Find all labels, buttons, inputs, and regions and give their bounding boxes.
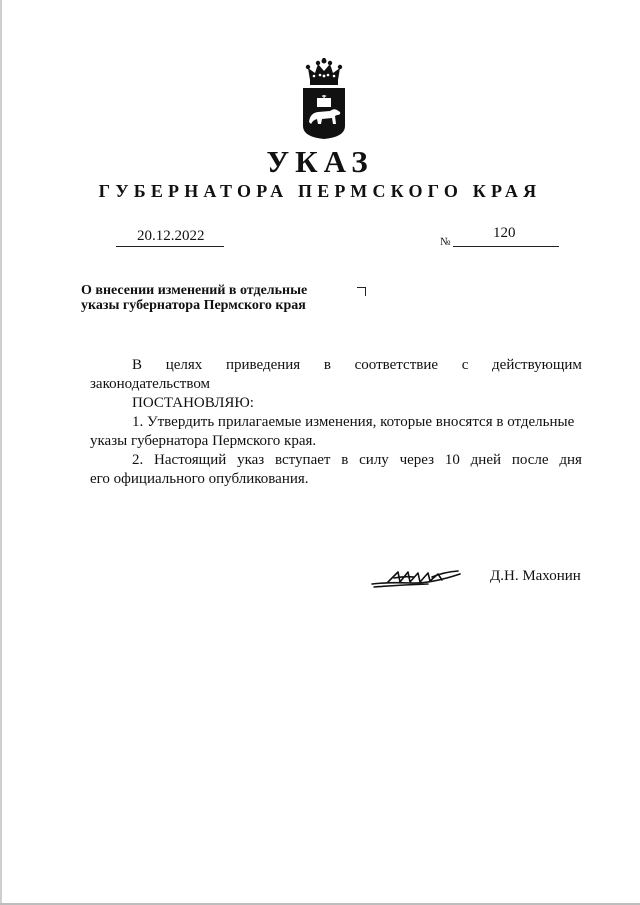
document-date: 20.12.2022: [137, 228, 205, 244]
subject-line-2: указы губернатора Пермского края: [81, 298, 306, 313]
preamble-word: приведения: [225, 357, 301, 373]
signer-name: Д.Н. Махонин: [490, 568, 581, 584]
subject-corner-mark: [357, 287, 366, 296]
preamble-word: в: [323, 357, 331, 373]
item-2-word: Настоящий: [154, 452, 227, 468]
perm-krai-coat-of-arms-icon: [296, 58, 352, 140]
item-2-word: после: [511, 452, 549, 468]
handwritten-signature: [370, 568, 462, 590]
document-subject: [81, 283, 307, 313]
preamble-word: с: [461, 357, 469, 373]
subject-line-1: О внесении изменений в отдельные: [81, 283, 308, 298]
preamble-word: соответствие: [354, 357, 439, 373]
item-2-word: силу: [359, 452, 389, 468]
document-number: 120: [493, 225, 516, 241]
item-2-line-1: [132, 451, 582, 470]
item-1-line-1: 1. Утвердить прилагаемые изменения, которые вносятся в отдельные: [132, 414, 575, 430]
preamble-line-2: законодательством: [90, 376, 211, 392]
preamble-word: В: [132, 357, 143, 373]
number-underline: [453, 246, 559, 247]
item-2-word: через: [399, 452, 435, 468]
item-2-word: 10: [444, 452, 460, 468]
document-title: УКАЗ: [266, 144, 374, 179]
item-2-word: дня: [559, 452, 582, 468]
item-2-word: указ: [237, 452, 265, 468]
item-2-line-2: его официального опубликования.: [90, 471, 309, 487]
item-2-word: вступает: [275, 452, 331, 468]
item-2-word: в: [341, 452, 349, 468]
preamble-word: действующим: [492, 357, 582, 373]
item-1-line-2: указы губернатора Пермского края.: [90, 433, 317, 449]
document-subtitle: ГУБЕРНАТОРА ПЕРМСКОГО КРАЯ: [98, 181, 542, 201]
item-2-word: 2.: [132, 452, 144, 468]
preamble-word: целях: [165, 357, 203, 373]
item-2-word: дней: [470, 452, 502, 468]
decree-word: ПОСТАНОВЛЯЮ:: [132, 395, 254, 411]
number-sign: №: [440, 236, 451, 248]
page-edge-left: [0, 0, 2, 905]
date-underline: [116, 246, 224, 247]
preamble-line-1: [132, 356, 582, 375]
